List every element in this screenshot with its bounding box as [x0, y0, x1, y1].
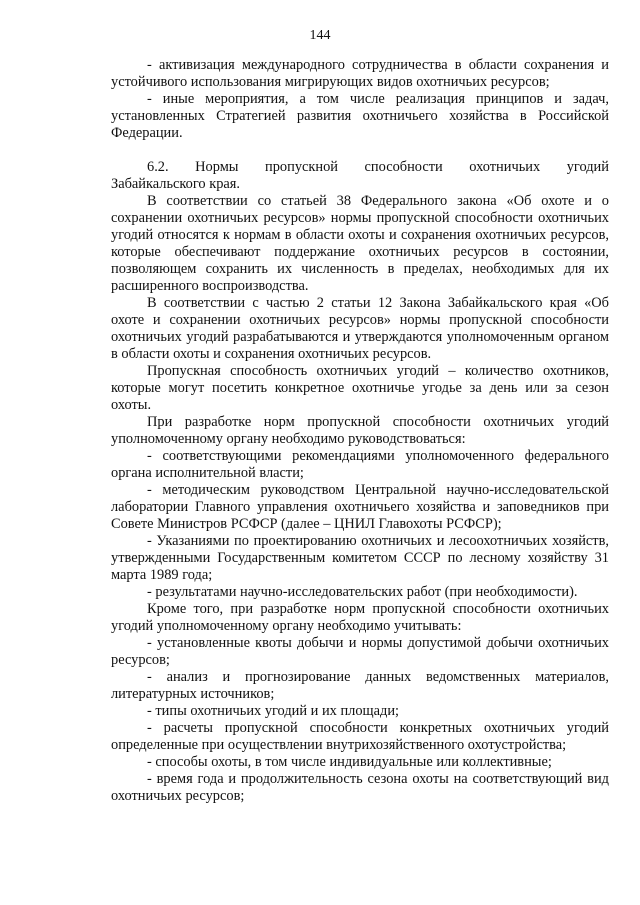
list-item: - методическим руководством Центральной научно-исследовательской лаборатории Главного управления охотничьего хозяйства и заповедников при Совете Министров РСФСР (далее – ЦНИЛ Главохоты РСФСР); [111, 482, 609, 532]
list-item: - расчеты пропускной способности конкретных охотничьих угодий определенные при осуществлении внутрихозяйственного охотустройства; [111, 720, 609, 753]
heading-word: охотничьих [469, 159, 541, 175]
document-body [111, 57, 609, 805]
heading-word: способности [364, 159, 443, 175]
section-number: 6.2. [147, 159, 169, 175]
blank-line [111, 142, 609, 159]
heading-word: Нормы [195, 159, 239, 175]
paragraph-capacity-definition: Пропускная способность охотничьих угодий – количество охотников, которые могут посетить конкретное охотничье угодье за день или за сезон охоты. [111, 363, 609, 413]
heading-word: угодий [566, 159, 609, 175]
paragraph-guidance-intro: При разработке норм пропускной способности охотничьих угодий уполномоченному органу необходимо руководствоваться: [111, 414, 609, 447]
list-item: - результатами научно-исследовательских работ (при необходимости). [147, 584, 578, 600]
heading-word: пропускной [265, 159, 338, 175]
page-number: 144 [309, 28, 331, 43]
list-item: - установленные квоты добычи и нормы допустимой добычи охотничьих ресурсов; [111, 635, 609, 668]
paragraph-consider-intro: Кроме того, при разработке норм пропускной способности охотничьих угодий уполномоченному органу необходимо учитывать: [111, 601, 609, 634]
paragraph-federal-law: В соответствии со статьей 38 Федерального закона «Об охоте и о сохранении охотничьих ресурсов» нормы пропускной способности охотничьих угодий относятся к нормам в области охоты и сохранения охотничьих ресурсов, которые обеспечивают поддержание охотничьих ресурсов в состоянии, позволяющем сохранить их численность в пределах, необходимых для их расширенного воспроизводства. [111, 193, 609, 294]
list-item: - Указаниями по проектированию охотничьих и лесоохотничьих хозяйств, утвержденными Государственным комитетом СССР по лесному хозяйству 31 марта 1989 года; [111, 533, 609, 583]
paragraph-other-measures: - иные мероприятия, а том числе реализация принципов и задач, установленных Стратегией развития охотничьего хозяйства в Российской Федерации. [111, 91, 609, 141]
list-item: - время года и продолжительность сезона охоты на соответствующий вид охотничьих ресурсов; [111, 771, 609, 804]
paragraph-international-cooperation: - активизация международного сотрудничества в области сохранения и устойчивого использования мигрирующих видов охотничьих ресурсов; [111, 57, 609, 90]
list-item: - способы охоты, в том числе индивидуальные или коллективные; [147, 754, 552, 770]
paragraph-regional-law: В соответствии с частью 2 статьи 12 Закона Забайкальского края «Об охоте и сохранении охотничьих ресурсов» нормы пропускной способности охотничьих угодий разрабатываются и утверждаются уполномоченным органом в области охоты и сохранения охотничьих ресурсов. [111, 295, 609, 362]
list-item: - соответствующими рекомендациями уполномоченного федерального органа исполнительной власти; [111, 448, 609, 481]
list-item: - типы охотничьих угодий и их площади; [147, 703, 400, 719]
section-heading-continuation: Забайкальского края. [111, 176, 241, 192]
list-item: - анализ и прогнозирование данных ведомственных материалов, литературных источников; [111, 669, 609, 702]
section-heading [111, 159, 609, 176]
